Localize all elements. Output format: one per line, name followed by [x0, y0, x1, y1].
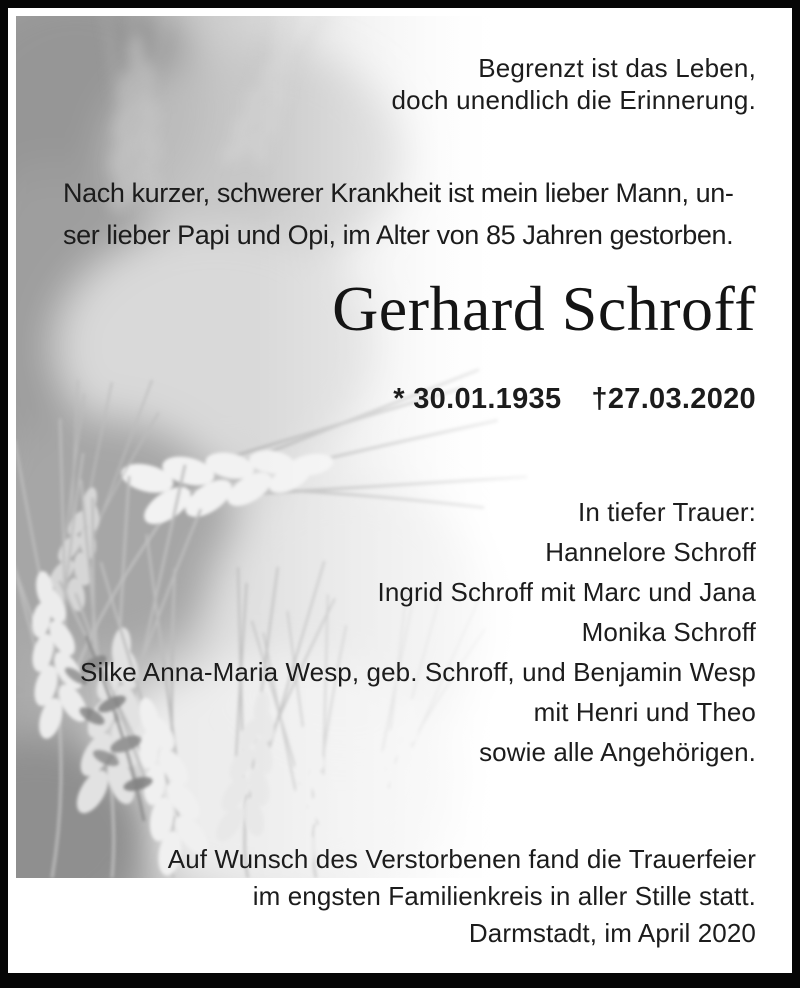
- closing-paragraph: [63, 841, 756, 952]
- notice-text-layer: [8, 8, 792, 973]
- mourner-line: Ingrid Schroff mit Marc und Jana: [377, 577, 756, 607]
- closing-line-2: im engsten Familienkreis in aller Stille statt.: [252, 881, 756, 911]
- mourner-line: Hannelore Schroff: [545, 537, 756, 567]
- life-dates: [63, 382, 756, 416]
- deceased-name: Gerhard Schroff: [332, 273, 756, 344]
- place-date-line: Darmstadt, im April 2020: [468, 918, 756, 948]
- birth-date-group: [393, 383, 561, 415]
- epigraph-line-2: doch unendlich die Erinnerung.: [391, 85, 756, 115]
- mourner-line: mit Henri und Theo: [533, 697, 756, 727]
- death-date-group: [591, 383, 756, 415]
- closing-line-1: Auf Wunsch des Verstorbenen fand die Trauerfeier: [167, 844, 756, 874]
- mourning-list: [63, 492, 756, 772]
- intro-line-2: ser lieber Papi und Opi, im Alter von 85 Jahren gestorben.: [63, 220, 734, 250]
- death-date: 27.03.2020: [607, 383, 756, 415]
- mourner-line: sowie alle Angehörigen.: [479, 737, 756, 767]
- intro-paragraph: [63, 172, 756, 256]
- birth-date: 30.01.1935: [413, 383, 562, 415]
- died-dagger-symbol: †: [591, 383, 608, 415]
- intro-line-1: Nach kurzer, schwerer Krankheit ist mein lieber Mann, un-: [63, 178, 734, 208]
- mourner-line: Silke Anna-Maria Wesp, geb. Schroff, und Benjamin Wesp: [80, 657, 756, 687]
- born-star-symbol: *: [393, 383, 405, 415]
- mourning-heading: In tiefer Trauer:: [578, 497, 756, 527]
- obituary-card: [8, 8, 792, 973]
- epigraph-line-1: Begrenzt ist das Leben,: [478, 53, 756, 83]
- mourner-line: Monika Schroff: [581, 617, 756, 647]
- epigraph: [63, 52, 756, 116]
